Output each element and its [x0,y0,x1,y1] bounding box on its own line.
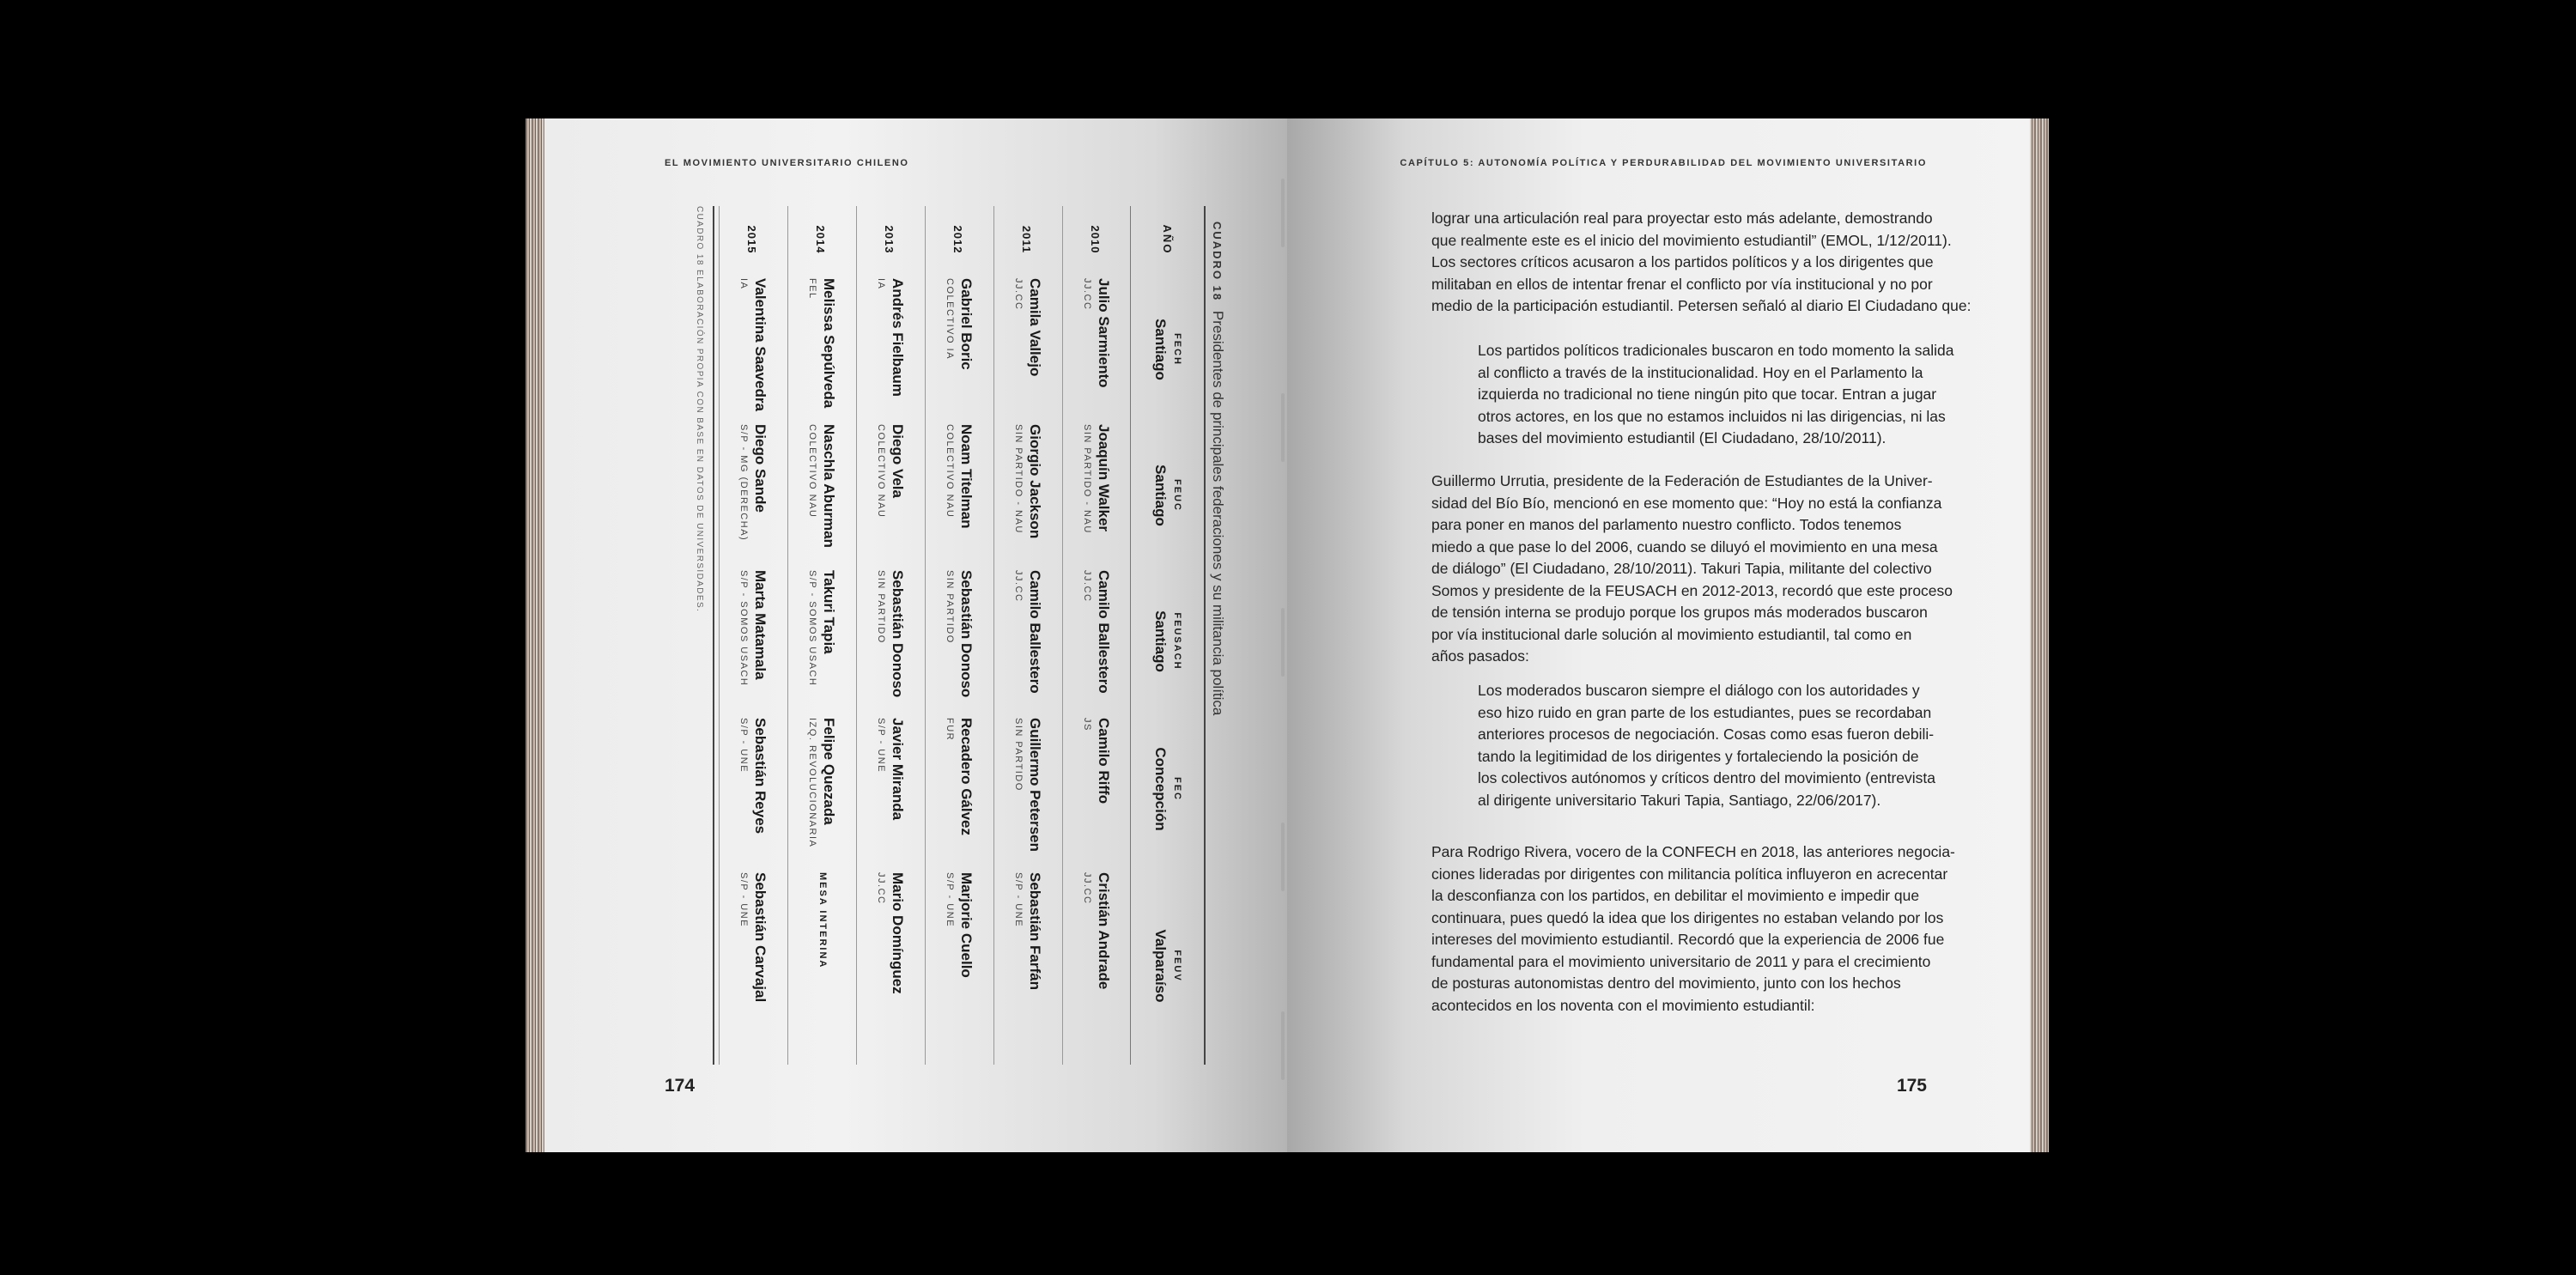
text-line: eso hizo ruido en gran parte de los estudiantes, pues se recordaban [1478,703,1932,721]
political-affiliation: FUR [945,718,955,742]
table-caption [1209,222,1226,715]
president-name: Melissa Sepúlveda [821,278,837,409]
text-line: lograr una articulación real para proyectar esto más adelante, demostrando [1431,209,1933,227]
table-cell [1063,718,1128,865]
president-name: Joaquín Walker [1096,424,1112,532]
table-cell [857,872,922,1065]
president-name: Sebastián Donoso [958,570,975,698]
political-affiliation: JJ.CC [1013,570,1024,603]
president-name: Julio Sarmiento [1096,278,1112,388]
political-affiliation: SIN PARTIDO - NAU [1082,424,1092,534]
political-affiliation: COLECTIVO NAU [945,424,955,519]
table-cell [926,872,991,1065]
row-year: 2014 [814,225,828,254]
president-name: Sebastián Reyes [752,718,769,835]
table-cell [994,570,1060,718]
table-cell [994,424,1060,572]
text-line: de diálogo” (El Ciudadano, 28/10/2011). Takuri Tapia, militante del colectivo [1431,560,1932,577]
header-feuc: FEUC Santiago [1152,464,1183,526]
text-line: acontecidos en los noventa con el movimiento estudiantil: [1431,996,1815,1014]
text-line: al conflicto a través de la institucionalidad. Hoy en el Parlamento la [1478,363,1923,381]
page-number-left: 174 [665,1076,696,1096]
president-name: Sebastián Carvajal [752,872,769,1003]
president-name: Valentina Saavedra [752,278,769,411]
table-title: Presidentes de principales federaciones y su militancia política [1210,310,1226,716]
text-line: que realmente este es el inicio del movimiento estudiantil” (EMOL, 1/12/2011). [1431,231,1952,249]
paragraph [1431,841,1955,1017]
president-name: Noam Titelman [958,424,975,529]
block-quote [1478,680,1935,811]
running-head-right: CAPÍTULO 5: AUTONOMÍA POLÍTICA Y PERDURABILIDAD DEL MOVIMIENTO UNIVERSITARIO [1400,158,1927,168]
president-name: Andrés Fielbaum [890,278,906,397]
president-name: Diego Sande [752,424,769,513]
text-line: medio de la participación estudiantil. Petersen señaló al diario El Ciudadano que: [1431,297,1971,314]
president-name: Marjorie Cuello [958,872,975,978]
table-row [925,206,991,1065]
table-row [993,206,1060,1065]
page-number-right: 175 [1896,1076,1927,1096]
table-cell [1063,424,1128,572]
table-cell [994,872,1060,1065]
text-line: intereses del movimiento estudiantil. Recordó que la experiencia de 2006 fue [1431,931,1945,948]
president-name: Diego Vela [890,424,906,498]
text-line: de tensión interna se produjo porque los grupos más moderados buscaron [1431,604,1928,621]
text-line: fundamental para el movimiento universitario de 2011 y para el crecimiento [1431,952,1931,970]
president-name: Cristián Andrade [1096,872,1112,990]
text-line: anteriores procesos de negociación. Cosas como esas fueron debili- [1478,726,1935,743]
political-affiliation: COLECTIVO NAU [876,424,886,519]
table-row [787,206,854,1065]
table-rule-bottom [713,206,714,1065]
text-line: Guillermo Urrutia, presidente de la Federación de Estudiantes de la Univer- [1431,472,1933,489]
text-line: para poner en manos del parlamento nuestro conflicto. Todos tenemos [1431,516,1902,533]
table-rule-top [1204,206,1206,1065]
text-line: continuara, pues quedó la idea que los dirigentes no estaban velando por los [1431,908,1944,926]
table-cell [857,278,922,426]
president-name: Felipe Quezada [821,718,837,825]
table-cell [926,718,991,865]
political-affiliation: SIN PARTIDO - NAU [1013,424,1024,534]
binding-stitch [1281,608,1285,677]
text-line: Somos y presidente de la FEUSACH en 2012-2013, recordó que este proceso [1431,581,1953,599]
political-affiliation: IA [876,278,886,290]
text-line: al dirigente universitario Takuri Tapia, Santiago, 22/06/2017). [1478,791,1881,809]
row-year: 2010 [1089,225,1103,254]
text-line: los colectivos autónomos y críticos dentro del movimiento (entrevista [1478,769,1936,786]
president-name: Mario Domínguez [890,872,906,994]
president-name: Takuri Tapia [821,570,837,654]
binding-stitch [1281,823,1285,891]
header-feuv: FEUV Valparaíso [1152,929,1183,1003]
political-affiliation: IZQ. REVOLUCIONARIA [807,718,817,848]
table-cell [720,278,785,426]
text-line: Los sectores críticos acusaron a los partidos políticos y a los dirigentes que [1431,253,1934,270]
president-name: Recadero Gálvez [958,718,975,836]
text-line: años pasados: [1431,647,1529,665]
text-line: Los moderados buscaron siempre el diálogo con los autoridades y [1478,682,1920,699]
text-line: Los partidos políticos tradicionales buscaron en todo momento la salida [1478,342,1954,359]
table-cell [720,718,785,865]
block-quote [1478,340,1954,450]
political-affiliation: S/P - SOMOS USACH [738,570,749,687]
table-label: CUADRO 18 [1211,222,1224,302]
text-line: otros actores, en los que no estamos incluidos ni las dirigencias, ni las [1478,407,1946,425]
political-affiliation: SIN PARTIDO [876,570,886,644]
table-cell [1063,570,1128,718]
political-affiliation: IA [738,278,749,290]
row-year: 2011 [1020,225,1034,254]
table-cell [857,570,922,718]
header-fech: FECH Santiago [1152,319,1183,380]
paragraph [1431,208,1971,318]
rotated-table [646,206,1230,1065]
political-affiliation: SIN PARTIDO [1013,718,1024,792]
table-cell [788,278,854,426]
president-name: Camilo Riffo [1096,718,1112,804]
political-affiliation: JJ.CC [1082,872,1092,905]
table-row [719,206,785,1065]
political-affiliation: S/P - UNE [876,718,886,774]
header-feusach: FEUSACH Santiago [1152,610,1183,672]
binding-stitch [1281,179,1285,247]
table-cell [857,424,922,572]
table-row [1062,206,1128,1065]
text-line: Para Rodrigo Rivera, vocero de la CONFECH en 2018, las anteriores negocia- [1431,843,1955,860]
table-cell [788,718,854,865]
president-name: Naschla Aburman [821,424,837,548]
political-affiliation: JJ.CC [1013,278,1024,311]
page-edges-right [2030,118,2049,1152]
table-cell [788,872,854,1065]
table-cell [926,424,991,572]
table-source: CUADRO 18 ELABORACIÓN PROPIA CON BASE EN DATOS DE UNIVERSIDADES. [695,206,704,613]
binding-stitch [1281,1011,1285,1080]
text-line: la desconfianza con los partidos, en debilitar el movimiento e impedir que [1431,887,1920,904]
table-header-row [1130,206,1204,1065]
left-page [544,118,1287,1152]
president-name: Camila Vallejo [1027,278,1043,377]
political-affiliation: S/P - UNE [738,718,749,774]
text-line: izquierda no tradicional no tiene ningún pito que tocar. Entran a jugar [1478,386,1937,403]
political-affiliation: SIN PARTIDO [945,570,955,644]
table-cell [1063,872,1128,1065]
row-year: 2013 [883,225,896,254]
text-line: tando la legitimidad de los dirigentes y fortaleciendo la posición de [1478,747,1919,765]
political-affiliation: S/P - UNE [1013,872,1024,928]
table-cell [720,872,785,1065]
political-affiliation: COLECTIVO IA [945,278,955,361]
political-affiliation: JJ.CC [1082,278,1092,311]
table-cell [926,278,991,426]
president-name: Marta Matamala [752,570,769,680]
header-year: AÑO [1161,224,1174,255]
table-cell [788,424,854,572]
political-affiliation: S/P - UNE [738,872,749,928]
table-cell [994,718,1060,865]
political-affiliation: S/P - MG (DERECHA) [738,424,749,542]
table-cell [926,570,991,718]
president-name: Camilo Ballestero [1027,570,1043,694]
table-row [856,206,922,1065]
table-cell [994,278,1060,426]
table-cell [857,718,922,865]
paragraph [1431,471,1953,668]
header-fec: FEC Concepción [1152,747,1183,831]
text-line: ciones lideradas por dirigentes con militancia política influyeron en acrecentar [1431,865,1948,883]
table-cell [1063,278,1128,426]
page-edges-left [526,118,544,1152]
president-name: Guillermo Petersen [1027,718,1043,852]
president-name: Camilo Ballestero [1096,570,1112,694]
right-page [1287,118,2030,1152]
president-name: Giorgio Jackson [1027,424,1043,539]
table-cell [720,570,785,718]
cell-special: MESA INTERINA [817,872,828,969]
text-line: miedo a que pase lo del 2006, cuando se diluyó el movimiento en una mesa [1431,537,1938,556]
text-line: por vía institucional darle solución al movimiento estudiantil, tal como en [1431,625,1912,643]
row-year: 2012 [951,225,965,254]
political-affiliation: S/P - UNE [945,872,955,928]
president-name: Sebastián Donoso [890,570,906,698]
president-name: Javier Miranda [890,718,906,821]
binding-stitch [1281,393,1285,462]
text-line: militaban en ellos de intentar frenar el conflicto por vía institucional y no por [1431,275,1933,293]
political-affiliation: FEL [807,278,817,300]
political-affiliation: S/P - SOMOS USACH [807,570,817,687]
political-affiliation: JJ.CC [1082,570,1092,603]
row-year: 2015 [745,225,759,254]
text-line: de posturas autonomistas dentro del movimiento, junto con los hechos [1431,974,1901,992]
president-name: Gabriel Boric [958,278,975,370]
open-book [526,118,2049,1152]
table-cell [788,570,854,718]
text-line: sidad del Bío Bío, mencionó en ese momento que: “Hoy no está la confianza [1431,494,1942,512]
political-affiliation: COLECTIVO NAU [807,424,817,519]
president-name: Sebastián Farfán [1027,872,1043,990]
political-affiliation: JS [1082,718,1092,732]
running-head-left: EL MOVIMIENTO UNIVERSITARIO CHILENO [665,158,909,168]
table-cell [720,424,785,572]
political-affiliation: JJ.CC [876,872,886,905]
text-line: bases del movimiento estudiantil (El Ciudadano, 28/10/2011). [1478,429,1886,446]
